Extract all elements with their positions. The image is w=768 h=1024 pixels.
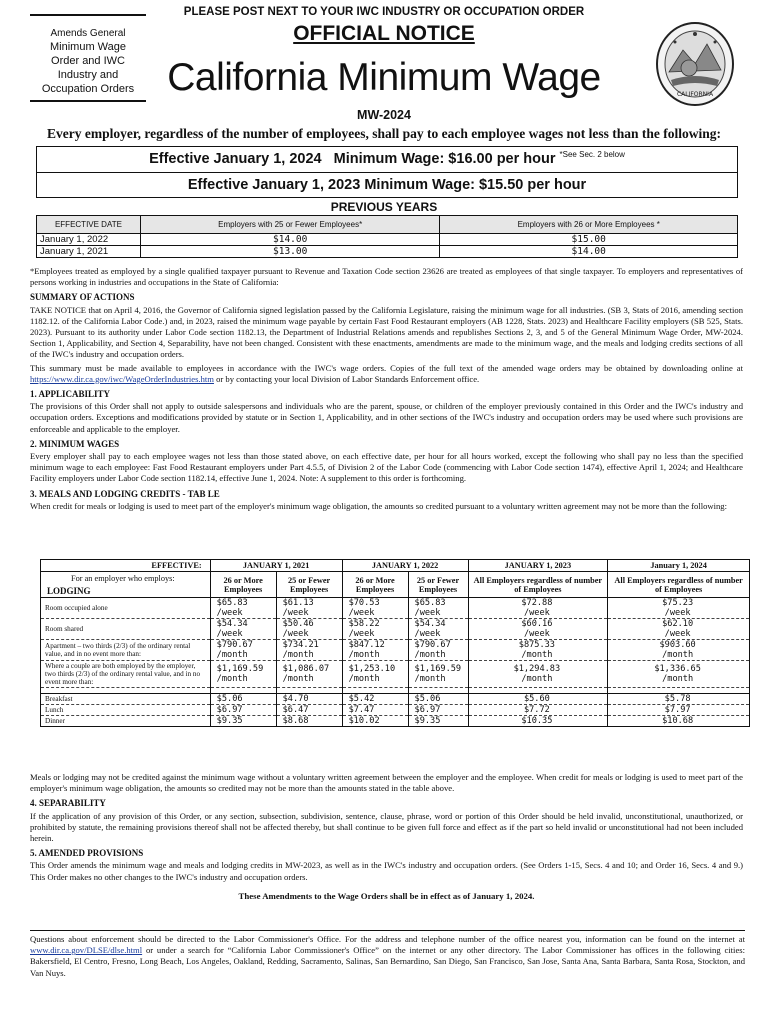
column-header: 25 or Fewer Employees [408, 572, 468, 598]
previous-years-heading: PREVIOUS YEARS [330, 200, 438, 214]
table-cell: $6.97 [210, 705, 276, 716]
table-cell: $8.68 [276, 716, 342, 727]
every-employer-statement: Every employer, regardless of the number of employees, shall pay to each employee wages not less than the following: [47, 126, 721, 141]
amends-line: Amends General [50, 28, 126, 39]
period-header: JANUARY 1, 2022 [342, 560, 468, 572]
table-cell: $1,086.07 /month [276, 661, 342, 688]
effective-2024-text: Effective January 1, 2024 Minimum Wage: $16.00 per hour [149, 151, 556, 167]
period-header: January 1, 2024 [608, 560, 750, 572]
amends-line: Order and IWC [51, 55, 125, 67]
table-cell: January 1, 2022 [37, 234, 141, 246]
table-cell: $5.78 [608, 694, 750, 705]
table-header-row [41, 560, 750, 572]
footer-text: Questions about enforcement should be directed to the Labor Commissioner's Office. For the address and telephone number of the office nearest you, information can be found on the internet at [30, 934, 745, 944]
section-4-heading: 4. SEPARABILITY [30, 798, 106, 809]
meals-lodging-table [40, 559, 750, 727]
row-label: Lunch [41, 705, 211, 716]
state-seal-icon [655, 20, 735, 108]
table-cell: $1,169.59 /month [408, 661, 468, 688]
table-cell: $10.68 [608, 716, 750, 727]
official-notice-heading: OFFICIAL NOTICE [293, 22, 475, 45]
summary-availability [30, 363, 743, 385]
table-cell: $5.60 [468, 694, 608, 705]
table-cell: January 1, 2021 [37, 246, 141, 258]
column-header: 25 or Fewer Employees [276, 572, 342, 598]
row-label: Room shared [41, 619, 211, 640]
column-header: All Employers regardless of number of Employees [608, 572, 750, 598]
table-row [41, 716, 750, 727]
table-cell: $5.42 [342, 694, 408, 705]
column-header: Employers with 26 or More Employees * [440, 216, 738, 234]
table-cell: $9.35 [408, 716, 468, 727]
employees-footnote: *Employees treated as employed by a single qualified taxpayer pursuant to Revenue and Taxation Code section 23626 are treated as employees of that single taxpayer. To employers and representatives of persons working in industries and occupations in the State of California: [30, 266, 743, 288]
row-label: Where a couple are both employed by the employer, two thirds (2/3) of the ordinary rental value, and in no event more than: [41, 661, 211, 688]
table-cell: $54.34 /week [408, 619, 468, 640]
table-cell: $54.34 /week [210, 619, 276, 640]
table-cell: $9.35 [210, 716, 276, 727]
table-cell: $65.83 /week [210, 598, 276, 619]
post-instruction: PLEASE POST NEXT TO YOUR IWC INDUSTRY OR OCCUPATION ORDER [183, 6, 585, 18]
table-cell: $15.00 [440, 234, 738, 246]
table-cell: $1,169.59 /month [210, 661, 276, 688]
table-row [41, 598, 750, 619]
table-cell: $903.60 /month [608, 640, 750, 661]
table-subheader-row [41, 572, 750, 598]
table-cell: $6.97 [408, 705, 468, 716]
effective-2023-row: Effective January 1, 2023 Minimum Wage: $15.50 per hour [37, 172, 737, 197]
table-cell: $75.23 /week [608, 598, 750, 619]
employer-label: For an employer who employs: [71, 574, 175, 583]
summary-paragraph: TAKE NOTICE that on April 4, 2016, the Governor of California signed legislation passed by the California Legislature, raising the minimum wage for all industries. (SB 3, Stats of 2016, amending section 1182.12. of the California Labor Code.) and, in 2023, raised the minimum wage payable by certain Fast Food Restaurant employers (AB 1228, Stats. 2023) and Healthcare Facility employers (SB 525, Stats. 2023). Pursuant to its authority under Labor Code section 1182.13, the Department of Industrial Relations amends and republishes Sections 2, 3, and 5 of the General Minimum Wage Order, MW-2024. Section 1, Applicability, and Section 4, Separability, have not been changed. Consistent with these enactments, amendments are made to the minimum wage, and the meals and lodging credits sections of all of the IWC's industry and occupation orders. [30, 304, 743, 360]
section-5-heading: 5. AMENDED PROVISIONS [30, 848, 144, 859]
previous-years-table [36, 215, 738, 258]
table-cell: $4.70 [276, 694, 342, 705]
table-cell: $62.10 /week [608, 619, 750, 640]
effect-statement: These Amendments to the Wage Orders shall be in effect as of January 1, 2024. [238, 890, 535, 901]
column-header: Employers with 25 or Fewer Employees* [140, 216, 440, 234]
table-row [41, 705, 750, 716]
notice-closing [30, 772, 743, 902]
table-row [37, 246, 738, 258]
footer-text-end: or under a search for “California Labor Commissioner's Office” on the internet or any other directory. The Labor Commissioner has offices in the following cities: Bakersfield, El Centro, Fresno, Long Beach, Los Angeles, Oakland, Redding, Sacramento, Salinas, San Bernardino, San Diego, San Francisco, San Jose, Santa Ana, Santa Barbara, Santa Rosa, Stockton, and Van Nuys. [30, 945, 745, 978]
table-cell: $60.16 /week [468, 619, 608, 640]
table-cell: $7.97 [608, 705, 750, 716]
dlse-link[interactable]: www.dir.ca.gov/DLSE/dlse.html [30, 945, 143, 956]
table-row [41, 640, 750, 661]
row-label: Room occupied alone [41, 598, 211, 619]
section-2-heading: 2. MINIMUM WAGES [30, 438, 120, 449]
row-label: Breakfast [41, 694, 211, 705]
table-cell: $70.53 /week [342, 598, 408, 619]
table-cell: $5.06 [210, 694, 276, 705]
row-label: Dinner [41, 716, 211, 727]
table-cell: $10.02 [342, 716, 408, 727]
table-cell: $790.67 /month [408, 640, 468, 661]
amends-label [30, 14, 146, 102]
amends-line: Occupation Orders [41, 83, 135, 95]
summary-heading: SUMMARY OF ACTIONS [30, 292, 135, 303]
amends-line: Industry and [57, 69, 119, 81]
table-cell: $734.21 /month [276, 640, 342, 661]
section-3-heading: 3. MEALS AND LODGING CREDITS - TAB LE [30, 488, 220, 499]
table-row [37, 234, 738, 246]
lodging-label: LODGING [47, 586, 91, 596]
meals-note: Meals or lodging may not be credited against the minimum wage without a voluntary written agreement between the employer and the employee. When credit for meals or lodging is used to meet part of the employer's minimum wage obligation, the amounts so credited may not be more than the amounts stated in the table above. [30, 772, 743, 794]
column-header: 26 or More Employees [210, 572, 276, 598]
table-cell: $7.47 [342, 705, 408, 716]
effective-wage-box [36, 146, 738, 198]
order-code: MW-2024 [357, 108, 411, 122]
column-header: All Employers regardless of number of Employees [468, 572, 608, 598]
table-row [41, 619, 750, 640]
table-cell: $14.00 [140, 234, 440, 246]
availability-text: This summary must be made available to employees in accordance with the IWC's wage orders. Copies of the full text of the amended wage orders may be obtained by downloading online at [30, 362, 743, 373]
table-cell: $7.72 [468, 705, 608, 716]
period-header: JANUARY 1, 2021 [210, 560, 342, 572]
availability-text-end: or by contacting your local Division of Labor Standards Enforcement office. [213, 373, 480, 384]
period-header: JANUARY 1, 2023 [468, 560, 608, 572]
employer-label-cell [41, 572, 211, 598]
effective-2024-row [37, 147, 737, 172]
table-header-row [37, 216, 738, 234]
meal-rows [41, 694, 750, 727]
table-cell: $58.22 /week [342, 619, 408, 640]
column-header: EFFECTIVE DATE [37, 216, 141, 234]
amends-line: Minimum Wage [50, 41, 126, 53]
table-cell: $61.13 /week [276, 598, 342, 619]
row-label: Apartment – two thirds (2/3) of the ordinary rental value, and in no event more than: [41, 640, 211, 661]
section-1-heading: 1. APPLICABILITY [30, 389, 111, 400]
section-4-text: If the application of any provision of this Order, or any section, subsection, subdivision, sentence, clause, phrase, word or portion of this Order should be held invalid, unconstitutional, unauthorized, or prohibited by statute, the remaining provisions thereof shall not be affected thereby, but shall continue to be given full force and effect as if the part so held invalid or unconstitutional had not been included herein. [30, 810, 743, 844]
lodging-rows [41, 598, 750, 688]
table-cell: $1,294.83 /month [468, 661, 608, 688]
section-2-text: Every employer shall pay to each employee wages not less than those stated above, on each effective date, per hour for all hours worked, except the following who shall pay no less than the specified minimum wage to each employee: Fast Food Restaurant employers under Part 4.5.5, of Division 2 of the Labor Code (commencing with Labor Code section 1474), effective April 1, 2024; and Healthcare Facility employers under Labor Code section 1182.14, effective June 1, 2024. Note: A supplement to this order is forthcoming. [30, 451, 743, 484]
table-cell: $65.83 /week [408, 598, 468, 619]
table-cell: $847.12 /month [342, 640, 408, 661]
table-cell: $1,253.10 /month [342, 661, 408, 688]
table-cell: $10.35 [468, 716, 608, 727]
seal-text: CALIFORNIA [676, 91, 714, 98]
enforcement-footer [30, 930, 745, 979]
table-cell: $50.46 /week [276, 619, 342, 640]
table-cell: $72.88 /week [468, 598, 608, 619]
section-3-text: When credit for meals or lodging is used to meet part of the employer's minimum wage obligation, the amounts so credited pursuant to a voluntary written agreement may not be more than the following: [30, 500, 727, 511]
table-row [41, 661, 750, 688]
page-title: California Minimum Wage [167, 56, 601, 99]
table-cell: $790.67 /month [210, 640, 276, 661]
section-1-text: The provisions of this Order shall not apply to outside salespersons and individuals who are the parent, spouse, or children of the employer previously contained in this Order and the IWC's industry and occupation orders. Exceptions and modifications provided by statute or in Section 1, Applicability, and in other sections of the IWC's industry and occupation orders may be used where such provisions are enforceable and applicable to the employer. [30, 401, 743, 434]
table-cell: $14.00 [440, 246, 738, 258]
column-header: 26 or More Employees [342, 572, 408, 598]
table-cell: $875.33 /month [468, 640, 608, 661]
table-cell: $6.47 [276, 705, 342, 716]
section-5-text: This Order amends the minimum wage and meals and lodging credits in MW-2023, as well as in the IWC's industry and occupation orders. (See Orders 1-15, Secs. 4 and 10; and Order 16, Secs. 4 and 9.) This Order makes no other changes to the IWC's industry and occupation orders. [30, 860, 743, 882]
table-cell: $5.06 [408, 694, 468, 705]
effective-2024-note: *See Sec. 2 below [559, 150, 625, 159]
table-cell: $1,336.65 /month [608, 661, 750, 688]
table-row [41, 694, 750, 705]
wage-orders-link[interactable]: https://www.dir.ca.gov/iwc/WageOrderIndustries.htm [30, 373, 214, 384]
effective-label: EFFECTIVE: [41, 560, 211, 572]
table-cell: $13.00 [140, 246, 440, 258]
notice-body [30, 266, 743, 514]
